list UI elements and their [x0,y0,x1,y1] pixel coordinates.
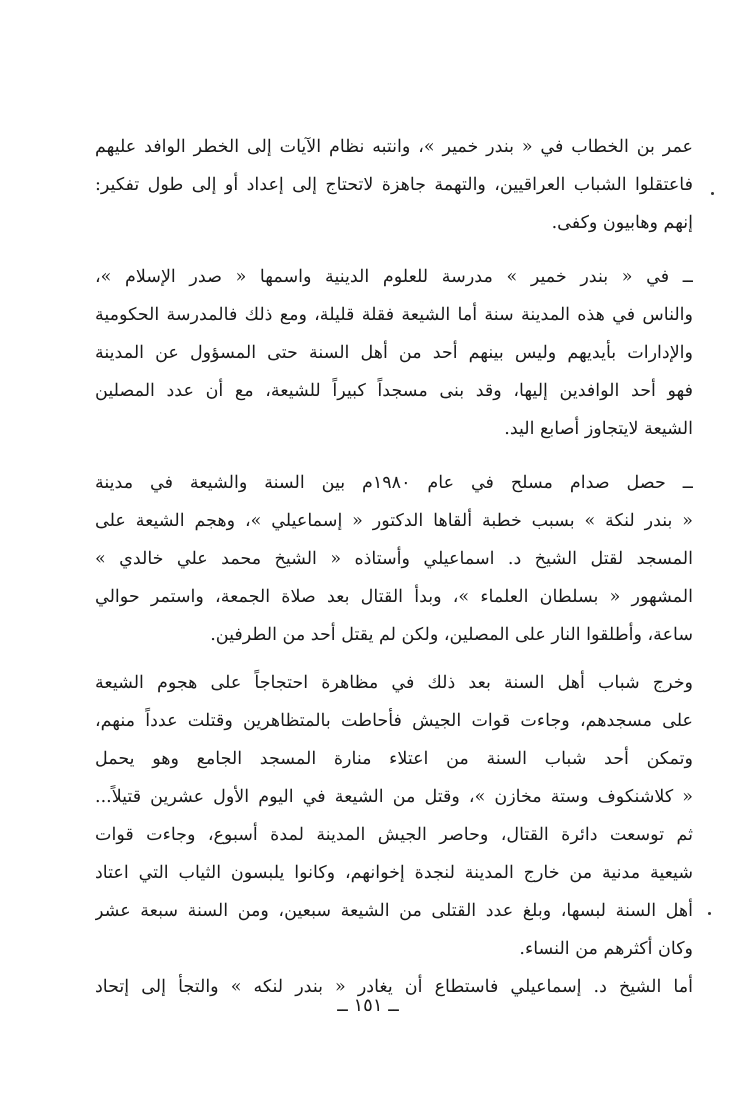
scan-speck [708,912,711,915]
text-line: ــ في « بندر خمير » مدرسة للعلوم الدينية واسمها « صدر الإسلام »، [95,267,693,287]
text-line: وتمكن أحد شباب السنة من اعتلاء منارة المسجد الجامع وهو يحمل [95,749,693,769]
paragraph-4 [95,664,693,968]
text-line: والإدارات بأيديهم وليس بينهم أحد من أهل السنة حتى المسؤول عن المدينة [95,343,693,363]
text-line: فهو أحد الوافدين إليها، وقد بنى مسجداً كبيراً للشيعة، مع أن عدد المصلين [95,381,693,401]
scan-speck [711,192,714,195]
text-line: فاعتقلوا الشباب العراقيين، والتهمة جاهزة لاتحتاج إلى إعداد أو إلى طول تفكير: [95,175,693,195]
page-body [95,128,693,1006]
text-line: شيعية مدنية من خارج المدينة لنجدة إخوانهم، وكانوا يلبسون الثياب التي اعتاد [95,863,693,883]
text-line: ساعة، وأطلقوا النار على المصلين، ولكن لم يقتل أحد من الطرفين. [210,625,693,645]
text-line: « بندر لنكة » بسبب خطبة ألقاها الدكتور « إسماعيلي »، وهجم الشيعة على [95,511,693,531]
text-line: المشهور « بسلطان العلماء »، وبدأ القتال بعد صلاة الجمعة، واستمر حوالي [95,587,693,607]
text-line: وخرج شباب أهل السنة بعد ذلك في مظاهرة احتجاجاً على هجوم الشيعة [95,673,693,693]
paragraph-3 [95,464,693,654]
text-line: عمر بن الخطاب في « بندر خمير »، وانتبه نظام الآيات إلى الخطر الوافد عليهم [95,137,693,157]
paragraph-2 [95,258,693,448]
text-line: المسجد لقتل الشيخ د. اسماعيلي وأستاذه « الشيخ محمد علي خالدي » [95,549,693,569]
text-line: ثم توسعت دائرة القتال، وحاصر الجيش المدينة لمدة أسبوع، وجاءت قوات [95,825,693,845]
text-line: أهل السنة لبسها، وبلغ عدد القتلى من الشيعة سبعين، ومن السنة سبعة عشر [95,901,693,921]
text-line: وكان أكثرهم من النساء. [519,939,693,959]
text-line: والناس في هذه المدينة سنة أما الشيعة فقلة قليلة، ومع ذلك فالمدرسة الحكومية [95,305,693,325]
paragraph-1 [95,128,693,242]
text-line: على مسجدهم، وجاءت قوات الجيش فأحاطت بالمتظاهرين وقتلت عدداً منهم، [95,711,693,731]
text-line: إنهم وهابيون وكفى. [551,213,693,233]
text-line: « كلاشنكوف وستة مخازن »، وقتل من الشيعة في اليوم الأول عشرين قتيلاً... [95,787,693,807]
text-line: الشيعة لايتجاوز أصابع اليد. [504,419,693,439]
page-number: ــ ١٥١ ــ [337,995,399,1016]
text-line: ــ حصل صدام مسلح في عام ١٩٨٠م بين السنة والشيعة في مدينة [95,473,693,493]
text-line: أما الشيخ د. إسماعيلي فاستطاع أن يغادر « بندر لنكه » والتجأ إلى إتحاد [95,977,693,997]
